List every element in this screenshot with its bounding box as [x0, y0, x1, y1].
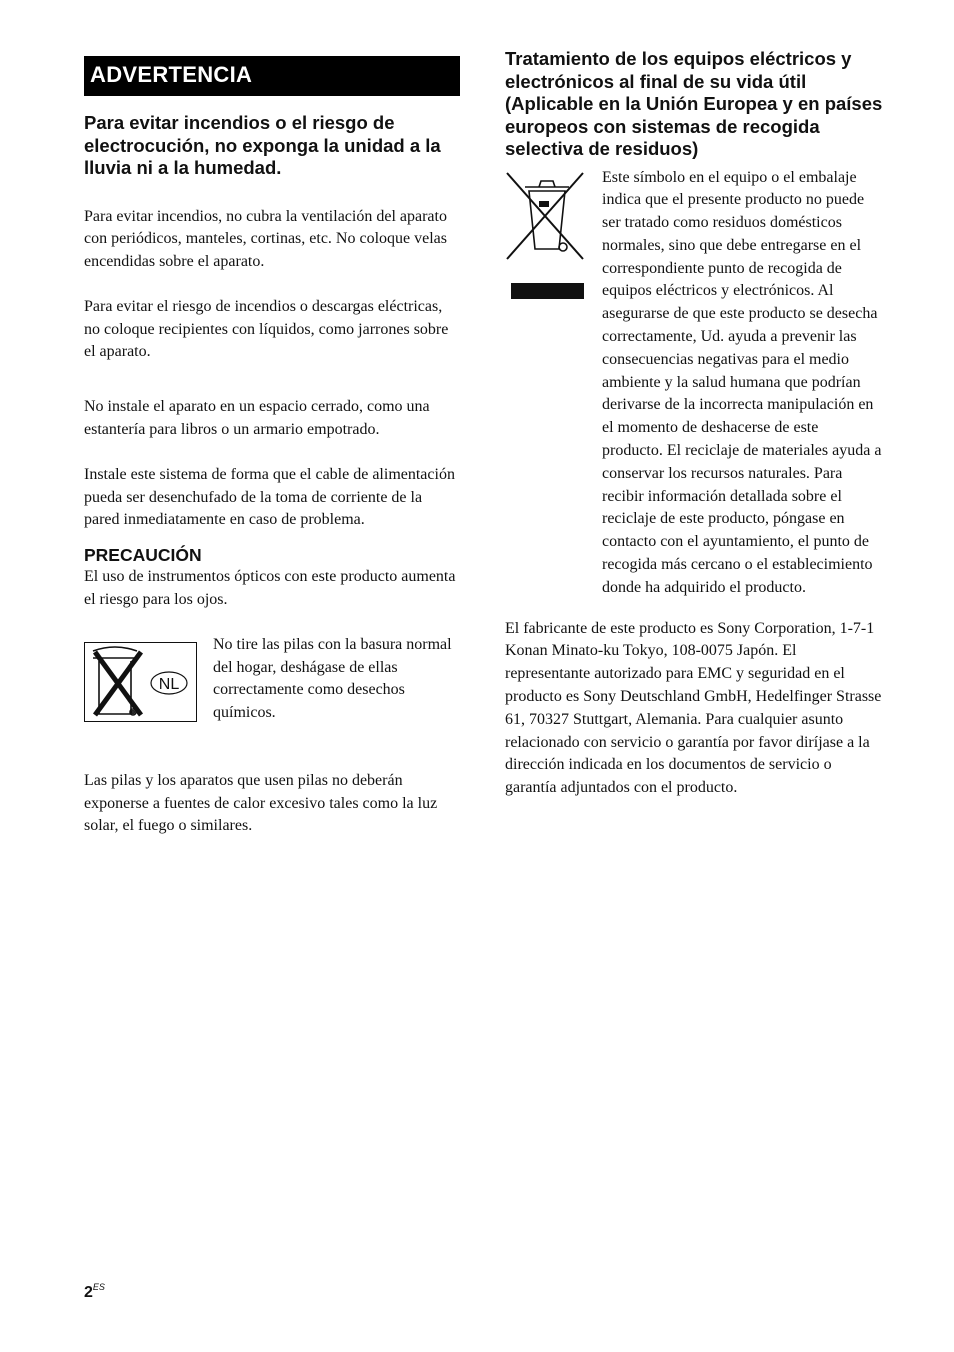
warning-heading: Para evitar incendios o el riesgo de electrocución, no exponga la unidad a la lluvia ni a la humedad.	[84, 112, 441, 178]
battery-disposal-block	[84, 634, 460, 744]
page-number	[84, 1282, 105, 1302]
liquids-paragraph: Para evitar el riesgo de incendios o descargas eléctricas, no coloque recipientes con líquidos, como jarrones sobre el aparato.	[84, 297, 449, 361]
caution-paragraph: El uso de instrumentos ópticos con este producto aumenta el riesgo para los ojos.	[84, 568, 456, 609]
weee-block	[505, 167, 883, 600]
ventilation-paragraph: Para evitar incendios, no cubra la ventilación del aparato con periódicos, manteles, cortinas, etc. No coloque velas encendidas sobre el aparato.	[84, 207, 447, 271]
manufacturer-paragraph: El fabricante de este producto es Sony Corporation, 1-7-1 Konan Minato-ku Tokyo, 108-0075 Japón. El representante autorizado para EMC y seguridad en el producto es Sony Deutschland GmbH, Hedelfinger Strasse 61, 70327 Stuttgart, Alemania. Para cualquier asunto relacionado con servicio o garantía por favor diríjase a la dirección indicada en los documentos de servicio o garantía adjuntados con el producto.	[505, 619, 882, 797]
battery-bin-icon	[84, 642, 197, 722]
battery-heat-paragraph: Las pilas y los aparatos que usen pilas no deberán exponerse a fuentes de calor excesivo tales como la luz solar, el fuego o similares.	[84, 771, 438, 835]
left-column	[84, 56, 460, 838]
power-cord-paragraph: Instale este sistema de forma que el cable de alimentación pueda ser desenchufado de la toma de corriente de la pared inmediatamente en caso de problema.	[84, 465, 455, 529]
battery-nl-label: NL	[158, 675, 180, 693]
crossed-out-wheelie-bin-icon	[505, 171, 587, 304]
caution-heading: PRECAUCIÓN	[84, 545, 202, 566]
battery-disposal-text: No tire las pilas con la basura normal del hogar, deshágase de ellas correctamente como desechos químicos.	[213, 635, 452, 722]
page-number-value: 2	[84, 1284, 93, 1301]
weee-symbol-text: Este símbolo en el equipo o el embalaje indica que el presente producto no puede ser tratado como residuos domésticos normales, sino que debe entregarse en el correspondiente punto de recogida de equipos eléctricos y electrónicos. Al asegurarse de que este producto se desecha correctamente, Ud. ayuda a prevenir las consecuencias negativas para el medio ambiente y la salud humana que podrían derivarse de la incorrecta manipulación en el momento de deshacerse de este producto. El reciclaje de materiales ayuda a conservar los recursos naturales. Para recibir información detallada sobre el reciclaje de este producto, póngase en contacto con el ayuntamiento, el punto de recogida más cercano o el establecimiento donde ha adquirido el producto.	[602, 168, 882, 596]
page-number-suffix: ES	[92, 1282, 105, 1292]
warning-banner: ADVERTENCIA	[84, 56, 460, 96]
right-column	[505, 48, 883, 800]
weee-heading: Tratamiento de los equipos eléctricos y electrónicos al final de su vida útil (Aplicable en la Unión Europea y en países europeos con sistemas de recogida selectiva de residuos)	[505, 48, 883, 159]
enclosed-space-paragraph: No instale el aparato en un espacio cerrado, como una estantería para libros o un armario empotrado.	[84, 398, 430, 439]
